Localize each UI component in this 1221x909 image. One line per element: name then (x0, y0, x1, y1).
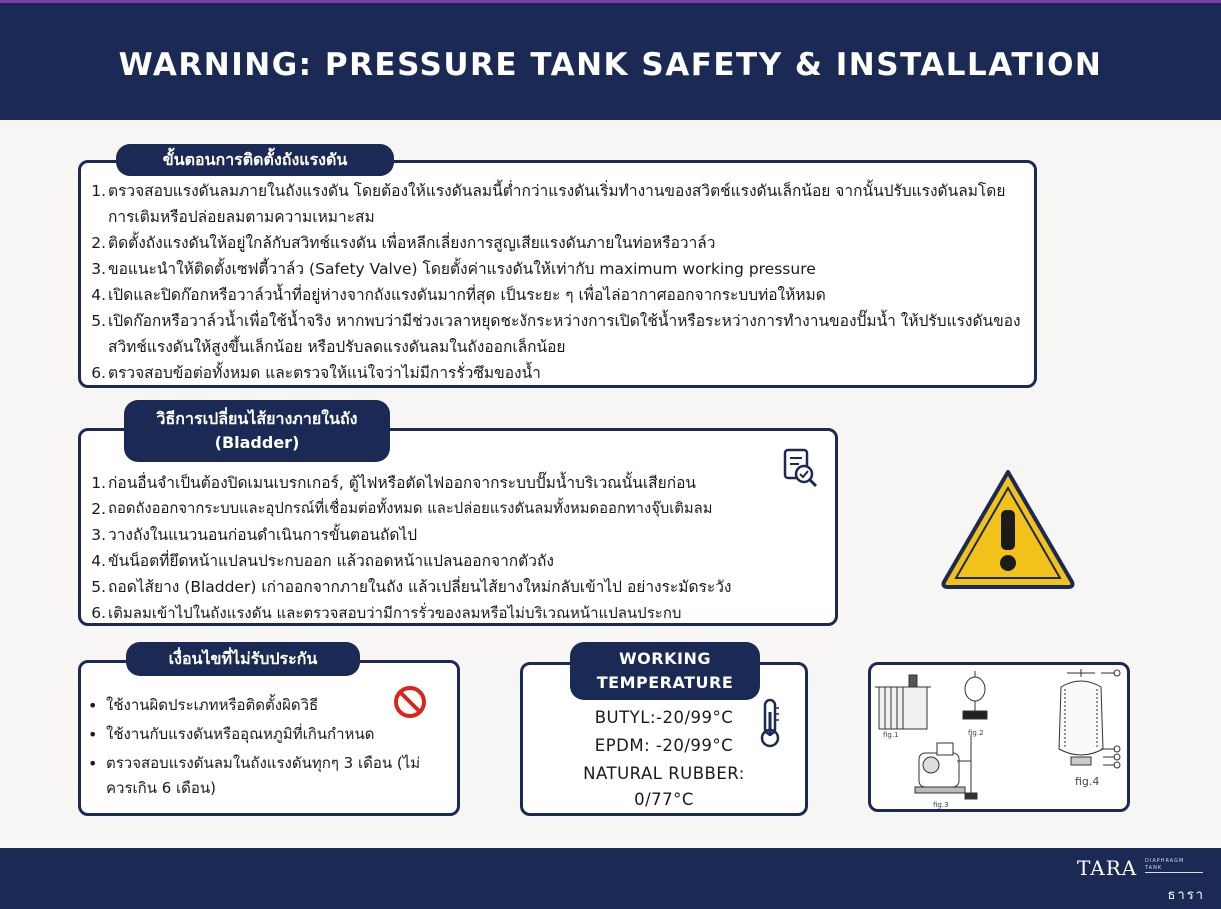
temperature-values (523, 706, 805, 816)
installation-step: 4. เปิดและปิดก๊อกหรือวาล์วน้ำที่อยู่ห่างจากถังแรงดันมากที่สุด เป็นระยะ ๆ เพื่อไล่อากาศออกจากระบบท่อให้หมด (91, 286, 826, 304)
installation-steps (88, 178, 1028, 386)
header-banner (0, 0, 1221, 120)
bladder-title (124, 400, 390, 462)
temperature-line: EPDM: -20/99°C (594, 736, 734, 755)
temperature-line: 0/77°C (634, 790, 694, 809)
bladder-title-line1: วิธีการเปลี่ยนไส้ยางภายในถัง (156, 409, 358, 428)
fig2-drawing (963, 671, 987, 719)
warranty-item: • ตรวจสอบแรงดันลมในถังแรงดันทุกๆ 3 เดือน (ไม่ควรเกิน 6 เดือน) (88, 754, 421, 797)
installation-step: 3. ขอแนะนำให้ติดตั้งเซฟตี้วาล์ว (Safety Valve) โดยตั้งค่าแรงดันให้เท่ากับ maximum working pressure (91, 260, 816, 278)
installation-step: 6. ตรวจสอบข้อต่อทั้งหมด และตรวจให้แน่ใจว่าไม่มีการรั่วซึมของน้ำ (91, 364, 541, 382)
temperature-title-line2: TEMPERATURE (596, 673, 734, 692)
fig3-drawing (915, 735, 977, 799)
bladder-step: 5. ถอดไส้ยาง (Bladder) เก่าออกจากภายในถัง แล้วเปลี่ยนไส้ยางใหม่กลับเข้าไป อย่างระมัดระวัง (91, 578, 732, 596)
installation-title: ขั้นตอนการติดตั้งถังแรงดัน (116, 144, 394, 176)
bladder-title-line2: (Bladder) (214, 433, 300, 452)
installation-step: 5. เปิดก๊อกหรือวาล์วน้ำเพื่อใช้น้ำจริง หากพบว่ามีช่วงเวลาหยุดชะงักระหว่างการเปิดใช้น้ำหรือระหว่างการทำงานของปั๊มน้ำ ให้ปรับแรงดันของสวิทช์แรงดันให้สูงขึ้นเล็กน้อย หรือปรับลดแรงดันลมในถังออกเล็กน้อย (91, 312, 1021, 356)
warranty-list (88, 693, 444, 805)
footer-bar (0, 848, 1221, 909)
fig1-drawing (875, 675, 931, 729)
brand-name: TARA (1077, 856, 1138, 880)
installation-figures-diagram (871, 665, 1127, 809)
fig-label: fig.4 (1075, 775, 1100, 788)
temperature-title (570, 642, 760, 700)
fig4-drawing (1059, 669, 1120, 768)
fig-label: fig.1 (883, 731, 899, 739)
warning-triangle-icon (938, 466, 1078, 591)
temperature-line: BUTYL:-20/99°C (594, 708, 734, 727)
bladder-step: 4. ขันน็อตที่ยึดหน้าแปลนประกบออก แล้วถอดหน้าแปลนออกจากตัวถัง (91, 552, 554, 570)
bladder-step: 3. วางถังในแนวนอนก่อนดำเนินการขั้นตอนถัดไป (91, 526, 418, 544)
fig-label: fig.3 (933, 801, 949, 809)
bladder-step: 6. เติมลมเข้าไปในถังแรงดัน และตรวจสอบว่ามีการรั่วของลมหรือไม่บริเวณหน้าแปลนประกบ (91, 604, 682, 622)
installation-step: 2. ติดตั้งถังแรงดันให้อยู่ใกล้กับสวิทช์แรงดัน เพื่อหลีกเลี่ยงการสูญเสียแรงดันภายในท่อหรือวาล์ว (91, 234, 716, 252)
temperature-line: NATURAL RUBBER: (583, 764, 745, 783)
fig-label: fig.2 (968, 729, 984, 737)
page-title: WARNING: PRESSURE TANK SAFETY & INSTALLATION (118, 47, 1103, 83)
brand-thai-name: ธารา (1167, 888, 1205, 903)
temperature-title-line1: WORKING (619, 649, 711, 668)
warranty-item: • ใช้งานผิดประเภทหรือติดตั้งผิดวิธี (88, 696, 319, 715)
warranty-item: • ใช้งานกับแรงดันหรืออุณหภูมิที่เกินกำหนด (88, 725, 375, 744)
bladder-steps (88, 470, 840, 626)
warranty-title: เงื่อนไขที่ไม่รับประกัน (126, 642, 360, 676)
bladder-step: 1. ก่อนอื่นจำเป็นต้องปิดเมนเบรกเกอร์, ตู้ไฟหรือตัดไฟออกจากระบบปั๊มน้ำบริเวณนั้นเสียก่อน (91, 474, 697, 492)
installation-step: 1. ตรวจสอบแรงดันลมภายในถังแรงดัน โดยต้องให้แรงดันลมนี้ต่ำกว่าแรงดันเริ่มทำงานของสวิตช์แรงดันเล็กน้อย จากนั้นปรับแรงดันลมโดยการเติมหรือปล่อยลมตามความเหมาะสม (91, 182, 1006, 226)
bladder-step: 2. ถอดถังออกจากระบบและอุปกรณ์ที่เชื่อมต่อทั้งหมด และปล่อยแรงดันลมทั้งหมดออกทางจุ๊บเติมลม (91, 500, 713, 518)
brand-tagline: DIAPHRAGM TANK (1145, 858, 1203, 873)
brand-logo (1077, 854, 1207, 904)
